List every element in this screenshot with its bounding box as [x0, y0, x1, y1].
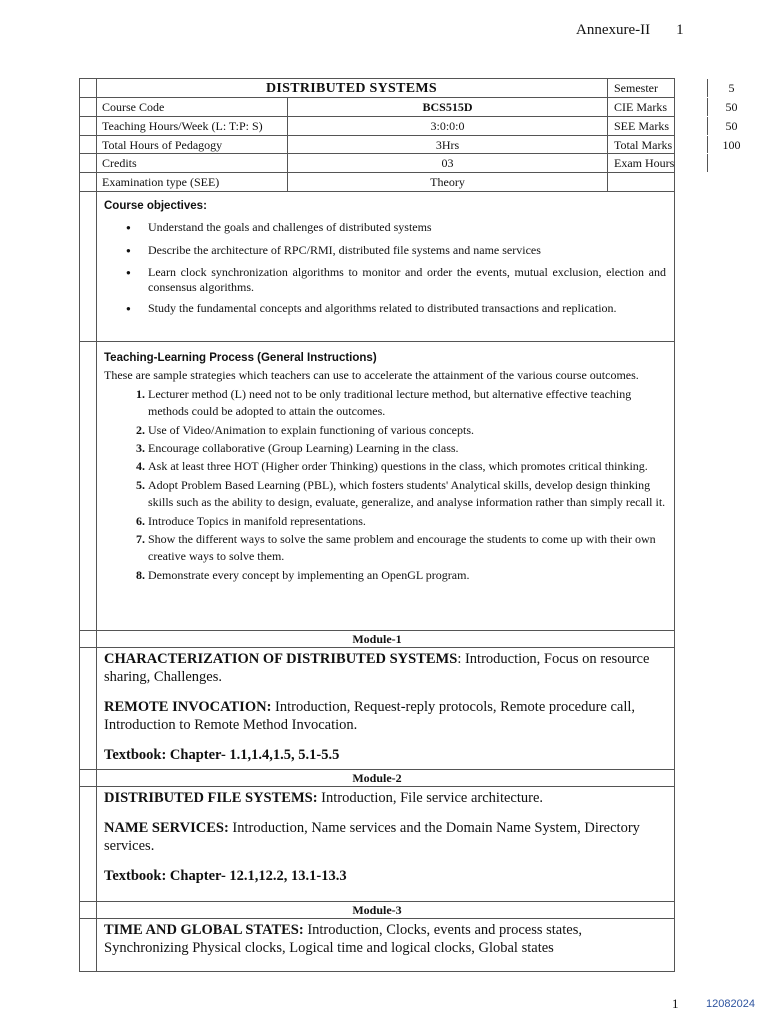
semester-value: 5: [728, 81, 735, 95]
pedagogy-row: [80, 136, 741, 154]
row-right-value: 50: [725, 119, 738, 133]
row-value: 3Hrs: [288, 136, 608, 153]
row-right-label: CIE Marks: [608, 98, 708, 116]
tlp-item: 3. Encourage collaborative (Group Learning) Learning in the class.: [148, 440, 666, 457]
module-1-topic-2: REMOTE INVOCATION:: [104, 699, 272, 715]
module-1-header-row: [80, 631, 674, 648]
row-value: 3:0:0:0: [288, 117, 608, 135]
tlp-section: [80, 342, 674, 631]
row-label: Credits: [96, 154, 288, 172]
row-label: Course Code: [96, 98, 288, 116]
module-1-label: Module-1: [352, 632, 402, 646]
row-right-label: Total Marks: [608, 136, 708, 153]
module-1-topic-1: CHARACTERIZATION OF DISTRIBUTED SYSTEMS: [104, 651, 458, 667]
header-page-number: 1: [676, 22, 684, 38]
tlp-item: 2. Use of Video/Animation to explain functioning of various concepts.: [148, 422, 666, 439]
page-header: [576, 22, 684, 39]
objective-item: ● Describe the architecture of RPC/RMI, distributed file systems and name services: [148, 242, 666, 259]
objectives-heading: Course objectives:: [104, 200, 207, 212]
module-3-content: [80, 919, 674, 971]
course-title: DISTRIBUTED SYSTEMS: [96, 79, 608, 97]
tlp-item: 6. Introduce Topics in manifold representations.: [148, 513, 666, 530]
module-2-topic-2-text: Introduction, Name services and the Domain Name System, Directory services.: [104, 820, 640, 854]
tlp-item: 7. Show the different ways to solve the same problem and encourage the students to come up with their own creative ways to solve them.: [148, 531, 666, 566]
objective-item: ● Study the fundamental concepts and algorithms related to distributed transactions and replication.: [148, 301, 666, 316]
row-right-value: [708, 154, 755, 172]
row-value: BCS515D: [288, 98, 608, 116]
credits-row: [80, 154, 674, 173]
footer-code: 12082024: [706, 998, 755, 1010]
module-2-textbook: Textbook: Chapter- 12.1,12.2, 13.1-13.3: [104, 868, 347, 884]
module-2-content: [80, 787, 674, 902]
row-right-label: Exam Hours: [608, 154, 708, 172]
course-code-row: [80, 98, 738, 117]
module-2-topic-1-text: Introduction, File service architecture.: [317, 790, 544, 806]
objectives-section: [80, 192, 674, 342]
objective-item: ● Learn clock synchronization algorithms to monitor and order the events, mutual exclusion, election and consensus algorithms.: [148, 265, 666, 295]
module-3-topic-1: TIME AND GLOBAL STATES:: [104, 922, 304, 938]
tlp-item: 1. Lecturer method (L) need not to be only traditional lecture method, but alternative effective teaching methods could be adopted to attain the outcomes.: [148, 386, 666, 421]
module-1-topic-2-text: Introduction, Request-reply protocols, Remote procedure call, Introduction to Remote Method Invocation.: [104, 699, 636, 733]
tlp-item: 8. Demonstrate every concept by implementing an OpenGL program.: [148, 567, 666, 584]
module-1-topic-1-text: : Introduction, Focus on resource sharing, Challenges.: [104, 651, 650, 685]
row-value: Theory: [288, 173, 608, 191]
footer-page-number: 1: [672, 996, 679, 1011]
module-2-topic-2: NAME SERVICES:: [104, 820, 229, 836]
semester-label: Semester: [608, 79, 708, 97]
row-right-value: 50: [725, 100, 738, 114]
module-1-textbook: Textbook: Chapter- 1.1,1.4,1.5, 5.1-5.5: [104, 747, 340, 763]
row-right-value: 100: [722, 138, 741, 152]
annexure-label: Annexure-II: [576, 22, 651, 38]
tlp-item: 4. Ask at least three HOT (Higher order Thinking) questions in the class, which promotes critical thinking.: [148, 458, 666, 475]
module-3-label: Module-3: [352, 903, 402, 917]
title-row: [80, 79, 735, 98]
row-label: Total Hours of Pedagogy: [96, 136, 288, 153]
row-label: Teaching Hours/Week (L: T:P: S): [96, 117, 288, 135]
row-value: 03: [288, 154, 608, 172]
row-label: Examination type (SEE): [96, 173, 288, 191]
teaching-hours-row: [80, 117, 738, 136]
module-3-header-row: [80, 902, 674, 919]
row-right-label: SEE Marks: [608, 117, 708, 135]
objective-item: ● Understand the goals and challenges of distributed systems: [148, 219, 666, 236]
module-2-label: Module-2: [352, 771, 402, 785]
exam-type-row: [80, 173, 674, 192]
module-2-topic-1: DISTRIBUTED FILE SYSTEMS:: [104, 790, 318, 806]
tlp-item: 5. Adopt Problem Based Learning (PBL), which fosters students' Analytical skills, develop design thinking skills such as the ability to design, evaluate, generalize, and analyse information rather than simply recall it.: [148, 477, 666, 512]
tlp-heading: Teaching-Learning Process (General Instructions): [104, 352, 377, 364]
module-3-topic-1-text: Introduction, Clocks, events and process states, Synchronizing Physical clocks, Logical time and logical clocks, Global states: [104, 922, 582, 956]
syllabus-table: [79, 78, 741, 972]
module-1-content: [80, 648, 674, 770]
tlp-intro: These are sample strategies which teachers can use to accelerate the attainment of the various course outcomes.: [104, 368, 639, 383]
module-2-header-row: [80, 770, 674, 787]
